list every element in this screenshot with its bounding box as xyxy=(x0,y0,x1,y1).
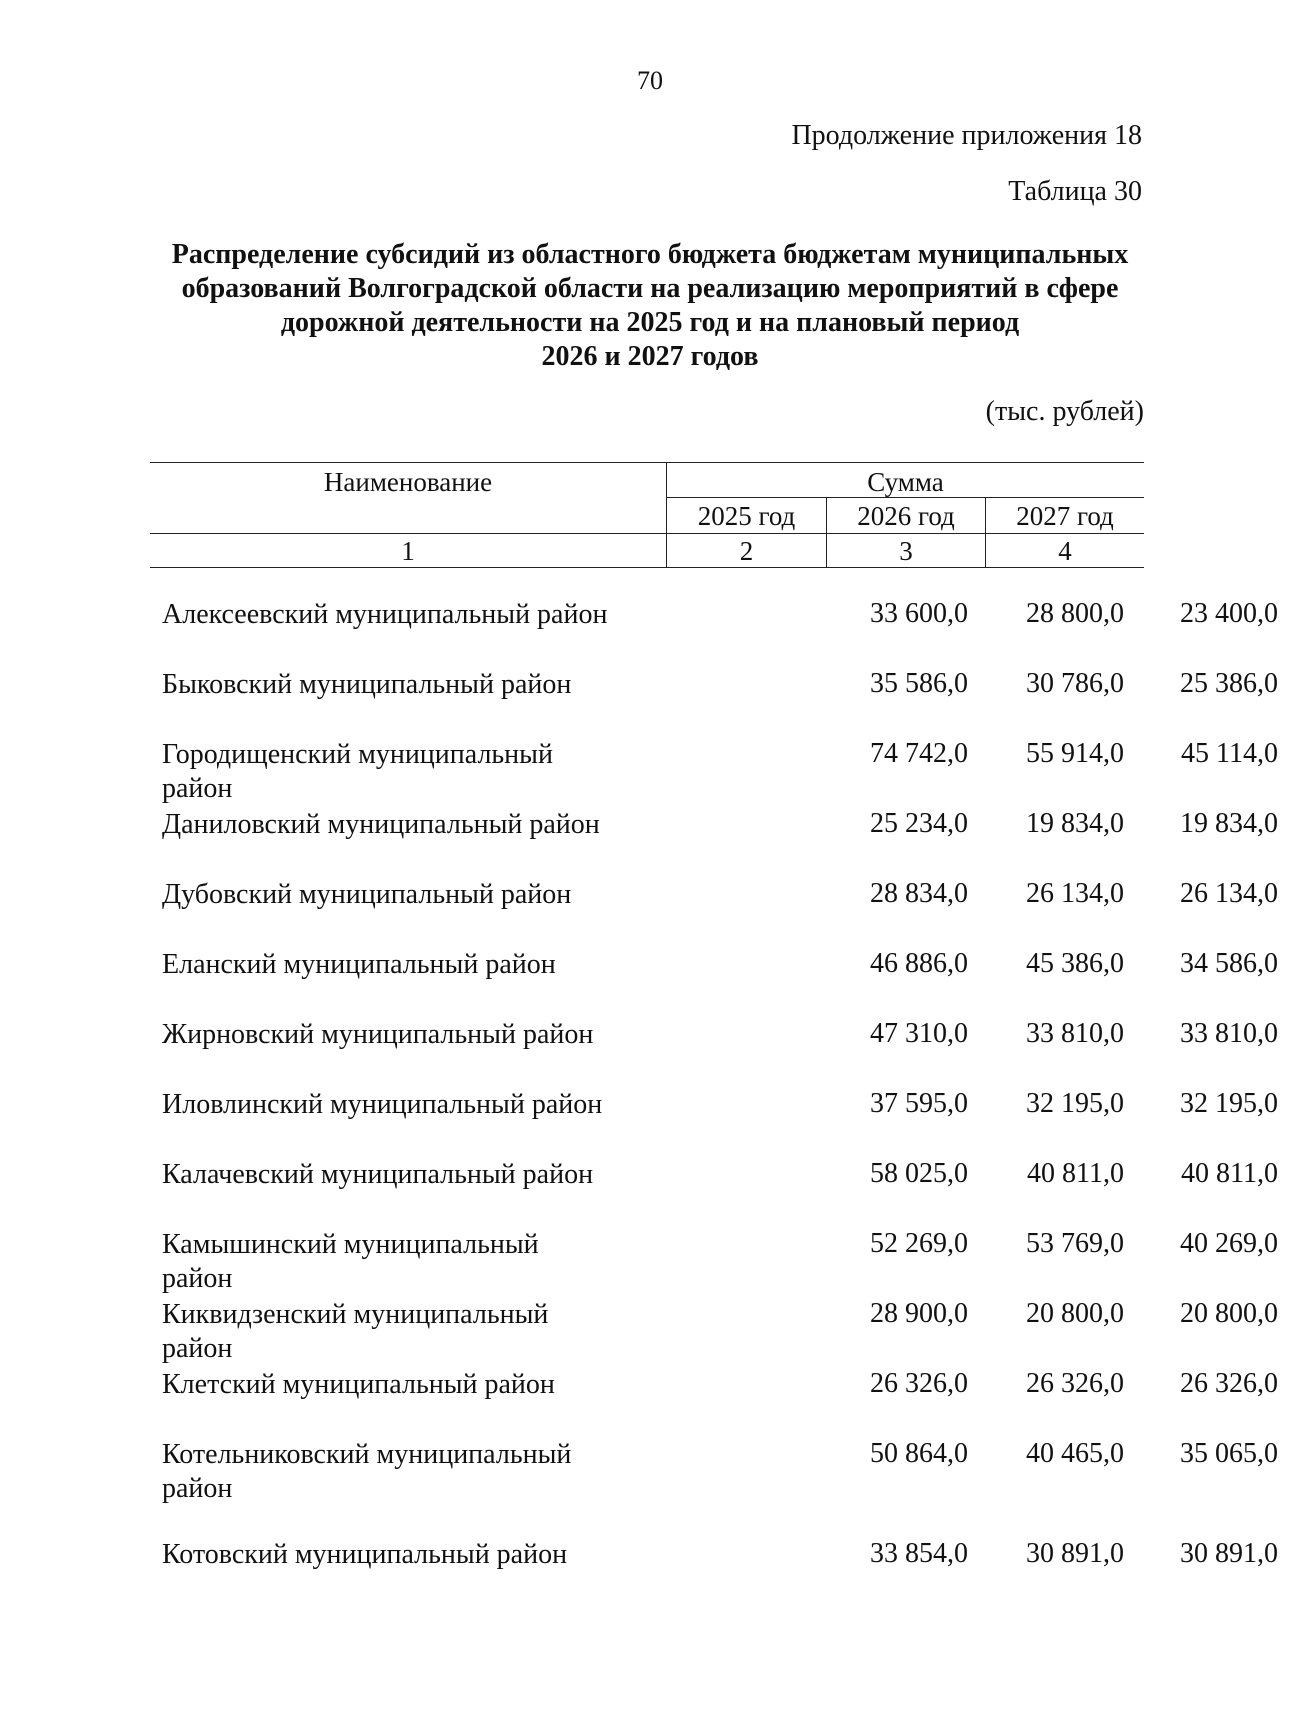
row-name: Котовский муниципальный район xyxy=(162,1539,568,1570)
value-2026: 40 465,0 xyxy=(1026,1438,1124,1469)
value-2026: 26 326,0 xyxy=(1026,1368,1124,1399)
value-2027: 30 891,0 xyxy=(1180,1538,1278,1569)
value-2027: 34 586,0 xyxy=(1180,948,1278,979)
table-row xyxy=(162,1228,1278,1298)
table-row xyxy=(162,668,1278,738)
column-number: 2 xyxy=(666,534,826,568)
value-2026: 55 914,0 xyxy=(1026,738,1124,769)
title-line: образований Волгоградской области на реализацию мероприятий в сфере xyxy=(181,273,1119,304)
table-row xyxy=(162,738,1278,808)
value-2025: 46 886,0 xyxy=(870,948,968,979)
value-2027: 25 386,0 xyxy=(1180,668,1278,699)
value-2026: 30 891,0 xyxy=(1026,1538,1124,1569)
page-number: 70 xyxy=(637,66,663,95)
value-2025: 28 834,0 xyxy=(870,878,968,909)
value-2027: 26 326,0 xyxy=(1180,1368,1278,1399)
header-name: Наименование xyxy=(323,467,493,497)
title-line: дорожной деятельности на 2025 год и на плановый период xyxy=(280,307,1020,338)
value-2027: 26 134,0 xyxy=(1180,878,1278,909)
value-2026: 26 134,0 xyxy=(1026,878,1124,909)
value-2025: 50 864,0 xyxy=(870,1438,968,1469)
value-2027: 45 114,0 xyxy=(1181,738,1278,769)
row-name: Клетский муниципальный район xyxy=(162,1369,555,1400)
header-year-2026: 2026 год xyxy=(826,498,985,533)
table-row xyxy=(162,948,1278,1018)
value-2026: 32 195,0 xyxy=(1026,1088,1124,1119)
row-name: Калачевский муниципальный район xyxy=(162,1159,594,1190)
table-row xyxy=(162,878,1278,948)
table-row xyxy=(162,1538,1278,1608)
row-name: Котельниковский муниципальный район xyxy=(162,1439,572,1504)
table-header xyxy=(150,462,1144,568)
title-line: 2026 и 2027 годов xyxy=(541,341,759,372)
value-2027: 40 269,0 xyxy=(1180,1228,1278,1259)
table-row xyxy=(162,808,1278,878)
table-number: Таблица 30 xyxy=(1008,176,1142,207)
value-2026: 20 800,0 xyxy=(1026,1298,1124,1329)
value-2025: 37 595,0 xyxy=(870,1088,968,1119)
header-year-2027: 2027 год xyxy=(985,498,1144,533)
document-title xyxy=(150,238,1150,374)
value-2025: 33 600,0 xyxy=(870,598,968,629)
value-2025: 52 269,0 xyxy=(870,1228,968,1259)
value-2025: 28 900,0 xyxy=(870,1298,968,1329)
value-2025: 58 025,0 xyxy=(870,1158,968,1189)
value-2025: 25 234,0 xyxy=(870,808,968,839)
table-row xyxy=(162,1018,1278,1088)
row-name: Камышинский муниципальный район xyxy=(162,1229,539,1294)
value-2025: 74 742,0 xyxy=(870,738,968,769)
value-2027: 35 065,0 xyxy=(1180,1438,1278,1469)
value-2026: 28 800,0 xyxy=(1026,598,1124,629)
row-name: Иловлинский муниципальный район xyxy=(162,1089,603,1120)
header-year-2025: 2025 год xyxy=(666,498,826,533)
value-2027: 20 800,0 xyxy=(1180,1298,1278,1329)
value-2025: 47 310,0 xyxy=(870,1018,968,1049)
table-body xyxy=(162,598,1278,1608)
column-number: 3 xyxy=(826,534,985,568)
value-2027: 40 811,0 xyxy=(1181,1158,1278,1189)
row-name: Быковский муниципальный район xyxy=(162,669,572,700)
header-sum: Сумма xyxy=(666,463,1144,498)
value-2027: 33 810,0 xyxy=(1180,1018,1278,1049)
table-row xyxy=(162,598,1278,668)
value-2026: 40 811,0 xyxy=(1027,1158,1124,1189)
column-number: 4 xyxy=(985,534,1144,568)
value-2027: 32 195,0 xyxy=(1180,1088,1278,1119)
row-name: Даниловский муниципальный район xyxy=(162,809,600,840)
column-number: 1 xyxy=(401,536,415,566)
value-2027: 23 400,0 xyxy=(1180,598,1278,629)
table-row xyxy=(162,1438,1278,1538)
row-name: Алексеевский муниципальный район xyxy=(162,599,608,630)
value-2027: 19 834,0 xyxy=(1180,808,1278,839)
units-label: (тыс. рублей) xyxy=(985,396,1144,427)
row-name: Жирновский муниципальный район xyxy=(162,1019,594,1050)
column-number-row xyxy=(150,533,1144,568)
table-row xyxy=(162,1368,1278,1438)
table-row xyxy=(162,1158,1278,1228)
table-row xyxy=(162,1088,1278,1158)
value-2026: 53 769,0 xyxy=(1026,1228,1124,1259)
row-name: Еланский муниципальный район xyxy=(162,949,556,980)
row-name: Городищенский муниципальный район xyxy=(162,739,553,804)
appendix-continuation: Продолжение приложения 18 xyxy=(791,120,1142,151)
row-name: Киквидзенский муниципальный район xyxy=(162,1299,549,1364)
value-2025: 33 854,0 xyxy=(870,1538,968,1569)
value-2026: 33 810,0 xyxy=(1026,1018,1124,1049)
title-line: Распределение субсидий из областного бюджета бюджетам муниципальных xyxy=(171,239,1129,270)
value-2025: 26 326,0 xyxy=(870,1368,968,1399)
value-2026: 30 786,0 xyxy=(1026,668,1124,699)
table-row xyxy=(162,1298,1278,1368)
value-2026: 45 386,0 xyxy=(1026,948,1124,979)
value-2025: 35 586,0 xyxy=(870,668,968,699)
row-name: Дубовский муниципальный район xyxy=(162,879,572,910)
value-2026: 19 834,0 xyxy=(1026,808,1124,839)
